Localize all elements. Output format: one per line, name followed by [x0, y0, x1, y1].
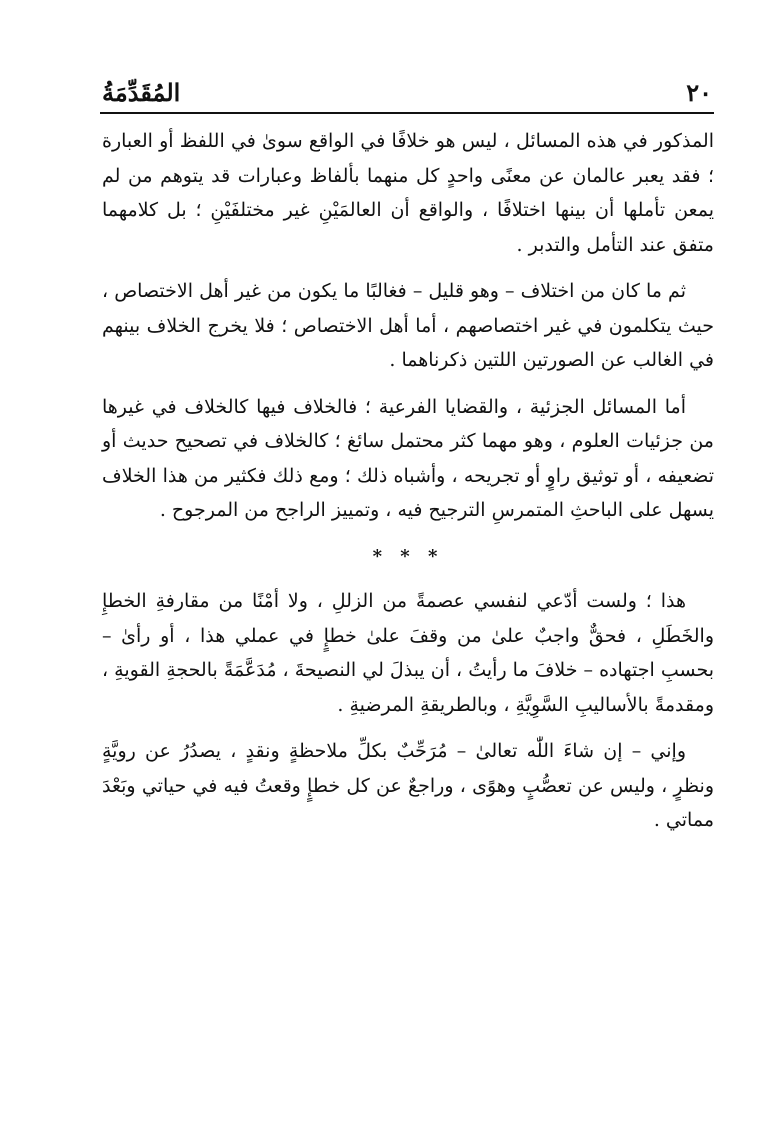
- page-header: [102, 74, 712, 108]
- paragraph: ثم ما كان من اختلاف – وهو قليل – فغالبًا ما يكون من غير أهل الاختصاص ، حيث يتكلمون في غير اختصاصهم ، أما أهل الاختصاص ؛ فلا يخرج الخلاف بينهم في الغالب عن الصورتين اللتين ذكرناهما .: [102, 280, 714, 371]
- header-divider: [100, 112, 714, 114]
- section-separator: * * *: [372, 545, 444, 567]
- chapter-title: المُقَدِّمَةُ: [102, 78, 181, 107]
- paragraph: هذا ؛ ولست أدّعي لنفسي عصمةً من الزللِ ، ولا أمْنًا من مقارفةِ الخطإِ والخَطَلِ ، فحقٌّ واجبٌ علىٰ من وقفَ علىٰ خطإٍ في عملي هذا ، أو رأىٰ – بحسبِ اجتهاده – خلافَ ما رأيتُ ، أن يبذلَ لي النصيحةَ ، مُدَعَّمَةً بالحجةِ القويةِ ، ومقدمةً بالأساليبِ السَّوِيَّةِ ، وبالطريقةِ المرضيةِ .: [102, 590, 714, 716]
- page-number: ٢٠: [686, 78, 712, 107]
- paragraph: أما المسائل الجزئية ، والقضايا الفرعية ؛ فالخلاف فيها كالخلاف في غيرها من جزئيات العلوم ، وهو مهما كثر محتمل سائغ ؛ كالخلاف في تصحيح حديث أو تضعيفه ، أو توثيق راوٍ أو تجريحه ، وأشباه ذلك ؛ ومع ذلك فكثير من هذا الخلاف يسهل على الباحثِ المتمرسِ الترجيح فيه ، وتمييز الراجح من المرجوح .: [102, 395, 714, 521]
- body-text: [102, 124, 714, 850]
- paragraph: وإني – إن شاءَ اللّٰه تعالىٰ – مُرَحِّبٌ بكلِّ ملاحظةٍ ونقدٍ ، يصدُرُ عن رويَّةٍ ونظرٍ ، وليس عن تعصُّبٍ وهوًى ، وراجعٌ عن كل خطإٍ وقعتُ فيه في حياتي وبَعْدَ مماتي .: [102, 740, 714, 831]
- paragraph: المذكور في هذه المسائل ، ليس هو خلافًا في الواقع سوىٰ في اللفظ أو العبارة ؛ فقد يعبر عالمان عن معنًى واحدٍ كل منهما بألفاظ وعبارات قد يتوهم من لم يمعن تأملها أن بينها اختلافًا ، والواقع أن العالمَيْنِ غير مختلفَيْنِ ؛ بل كلامهما متفق عند التأمل والتدبر .: [102, 130, 714, 256]
